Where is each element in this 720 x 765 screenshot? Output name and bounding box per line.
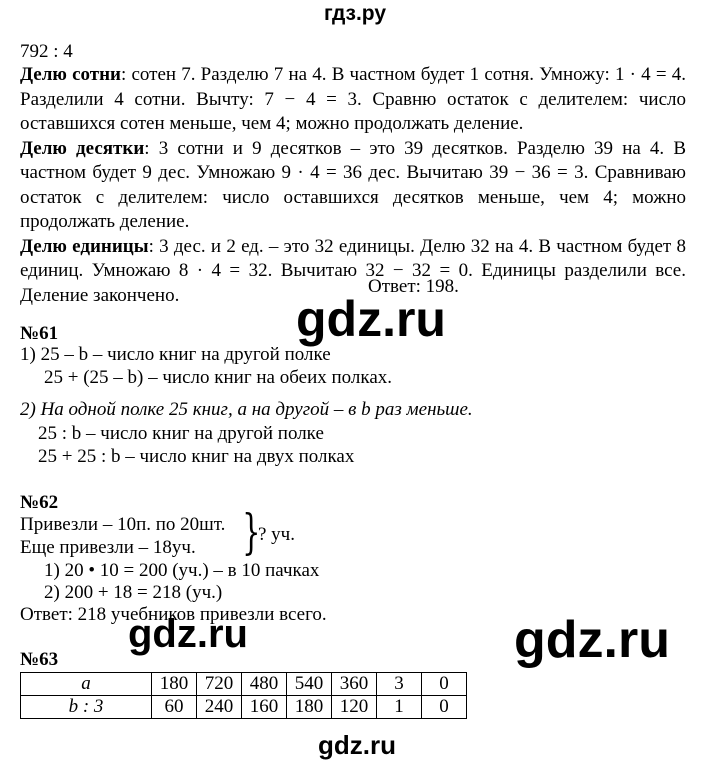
task63-table	[20, 672, 467, 719]
hundreds-text: : сотен 7. Разделю 7 на 4. В частном будет 1 сотня. Умножу: 1 · 4 = 4. Разделили 4 сотни. Вычту: 7 − 4 = 3. Сравню остаток с делителем: число оставшихся сотен меньше, чем 4; можно продолжать деление.	[20, 64, 687, 134]
task61-p2-line2: 25 : b – число книг на другой полке	[38, 423, 324, 444]
hundreds-paragraph	[20, 63, 686, 308]
table-cell: 160	[242, 696, 287, 719]
watermark-bottom: gdz.ru	[318, 730, 396, 760]
task61-p2-line1: 2) На одной полке 25 книг, а на другой – в b раз меньше.	[20, 399, 473, 420]
tens-label: Делю десятки	[20, 137, 145, 159]
watermark-right: gdz.ru	[514, 611, 670, 669]
task62-cond1: Привезли – 10п. по 20шт.	[20, 514, 226, 535]
task61-p1-line1: 1) 25 – b – число книг на другой полке	[20, 344, 331, 365]
task61-number: №61	[20, 323, 59, 344]
task63-number: №63	[20, 649, 59, 670]
units-text: : 3 дес. и 2 ед. – это 32 единицы. Делю 32 на 4. В частном будет 8 единиц. Умножаю 8 · 4 = 32. Вычитаю 32 − 32 = 0. Единицы разделили все. Деление закончено.	[20, 235, 686, 306]
units-label: Делю единицы	[20, 235, 149, 257]
task62-step2: 2) 200 + 18 = 218 (уч.)	[44, 582, 223, 603]
table-cell: 360	[332, 673, 377, 696]
task62-step1: 1) 20 • 10 = 200 (уч.) – в 10 пачках	[44, 560, 320, 581]
table-cell: 3	[377, 673, 422, 696]
table-cell: 120	[332, 696, 377, 719]
table-cell: 540	[287, 673, 332, 696]
table-row	[21, 696, 467, 719]
watermark-top: гдз.ру	[324, 2, 387, 25]
brace-glyph: }	[242, 504, 261, 560]
tens-text: : 3 сотни и 9 десятков – это 39 десятков. Разделю 39 на 4. В частном будет 9 дес. Умножаю 9 · 4 = 36 дес. Вычитаю 39 − 36 = 3. Сравниваю остаток с делителем: число оставшихся десятков меньше, чем 4; можно продолжать деление.	[20, 137, 686, 232]
table-cell: 0	[422, 673, 467, 696]
hundreds-label: Делю сотни	[20, 64, 122, 85]
table-header-cell: a	[21, 673, 152, 696]
table-row	[21, 673, 467, 696]
task62-number: №62	[20, 492, 59, 513]
task62-cond2: Еще привезли – 18уч.	[20, 537, 196, 558]
table-cell: 180	[152, 673, 197, 696]
table-cell: 180	[287, 696, 332, 719]
task62-answer: Ответ: 218 учебников привезли всего.	[20, 604, 327, 625]
table-cell: 240	[197, 696, 242, 719]
task62-question: ? уч.	[258, 524, 295, 545]
table-cell: 60	[152, 696, 197, 719]
table-cell: 1	[377, 696, 422, 719]
table-header-cell: b : 3	[21, 696, 152, 719]
watermark-left: gdz.ru	[128, 612, 248, 656]
table-cell: 720	[197, 673, 242, 696]
table-cell: 0	[422, 696, 467, 719]
watermark-middle: gdz.ru	[296, 291, 446, 347]
task61-p1-line2: 25 + (25 – b) – число книг на обеих полках.	[44, 367, 393, 388]
division-header: 792 : 4	[20, 41, 73, 62]
task61-p2-line3: 25 + 25 : b – число книг на двух полках	[38, 446, 355, 467]
division-answer: Ответ: 198.	[368, 276, 459, 297]
table-cell: 480	[242, 673, 287, 696]
